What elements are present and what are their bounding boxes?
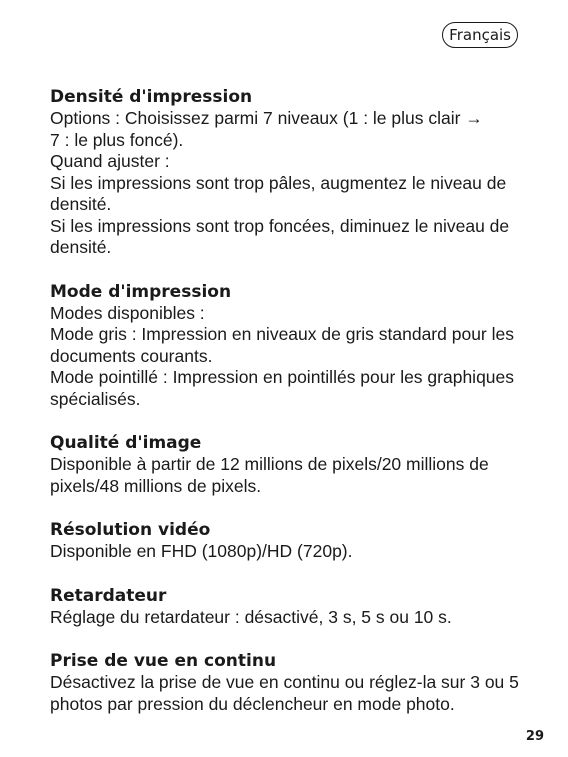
section-self-timer <box>50 585 540 629</box>
section-title: Densité d'impression <box>50 87 253 107</box>
body-line: Si les impressions sont trop pâles, augmentez le niveau de <box>50 172 507 193</box>
section-image-quality <box>50 432 540 497</box>
body-line: Disponible en FHD (1080p)/HD (720p). <box>50 541 353 561</box>
body-line: pixels/48 millions de pixels. <box>50 475 262 496</box>
body-line: Mode gris : Impression en niveaux de gris standard pour les <box>50 324 514 344</box>
section-title: Mode d'impression <box>50 281 232 302</box>
section-title: Résolution vidéo <box>50 520 211 540</box>
body-line: spécialisés. <box>50 388 141 409</box>
section-video-resolution <box>50 519 540 563</box>
body-line: 7 : le plus foncé). <box>50 129 184 150</box>
body-line: Options : Choisissez parmi 7 niveaux (1 : le plus clair → <box>50 108 483 128</box>
body-line: Désactivez la prise de vue en continu ou réglez-la sur 3 ou 5 <box>50 672 519 692</box>
body-line: Si les impressions sont trop foncées, diminuez le niveau de <box>50 215 510 236</box>
page-number: 29 <box>525 729 544 744</box>
body-line: densité. <box>50 194 112 214</box>
body-line: documents courants. <box>50 345 213 366</box>
body-line: Quand ajuster : <box>50 151 170 171</box>
body-line: photos par pression du déclencheur en mode photo. <box>50 693 455 714</box>
section-print-density <box>50 86 540 259</box>
body-line: Disponible à partir de 12 millions de pixels/20 millions de <box>50 454 489 474</box>
section-title: Retardateur <box>50 585 167 606</box>
body-line: Réglage du retardateur : désactivé, 3 s, 5 s ou 10 s. <box>50 606 452 627</box>
section-print-mode <box>50 281 540 411</box>
section-title: Prise de vue en continu <box>50 651 277 671</box>
section-burst-shooting <box>50 650 540 715</box>
body-line: densité. <box>50 237 112 257</box>
language-badge: Français <box>442 22 518 48</box>
body-line: Modes disponibles : <box>50 302 205 323</box>
body-line: Mode pointillé : Impression en pointillés pour les graphiques <box>50 367 515 387</box>
document-body <box>50 86 540 737</box>
section-title: Qualité d'image <box>50 433 202 453</box>
